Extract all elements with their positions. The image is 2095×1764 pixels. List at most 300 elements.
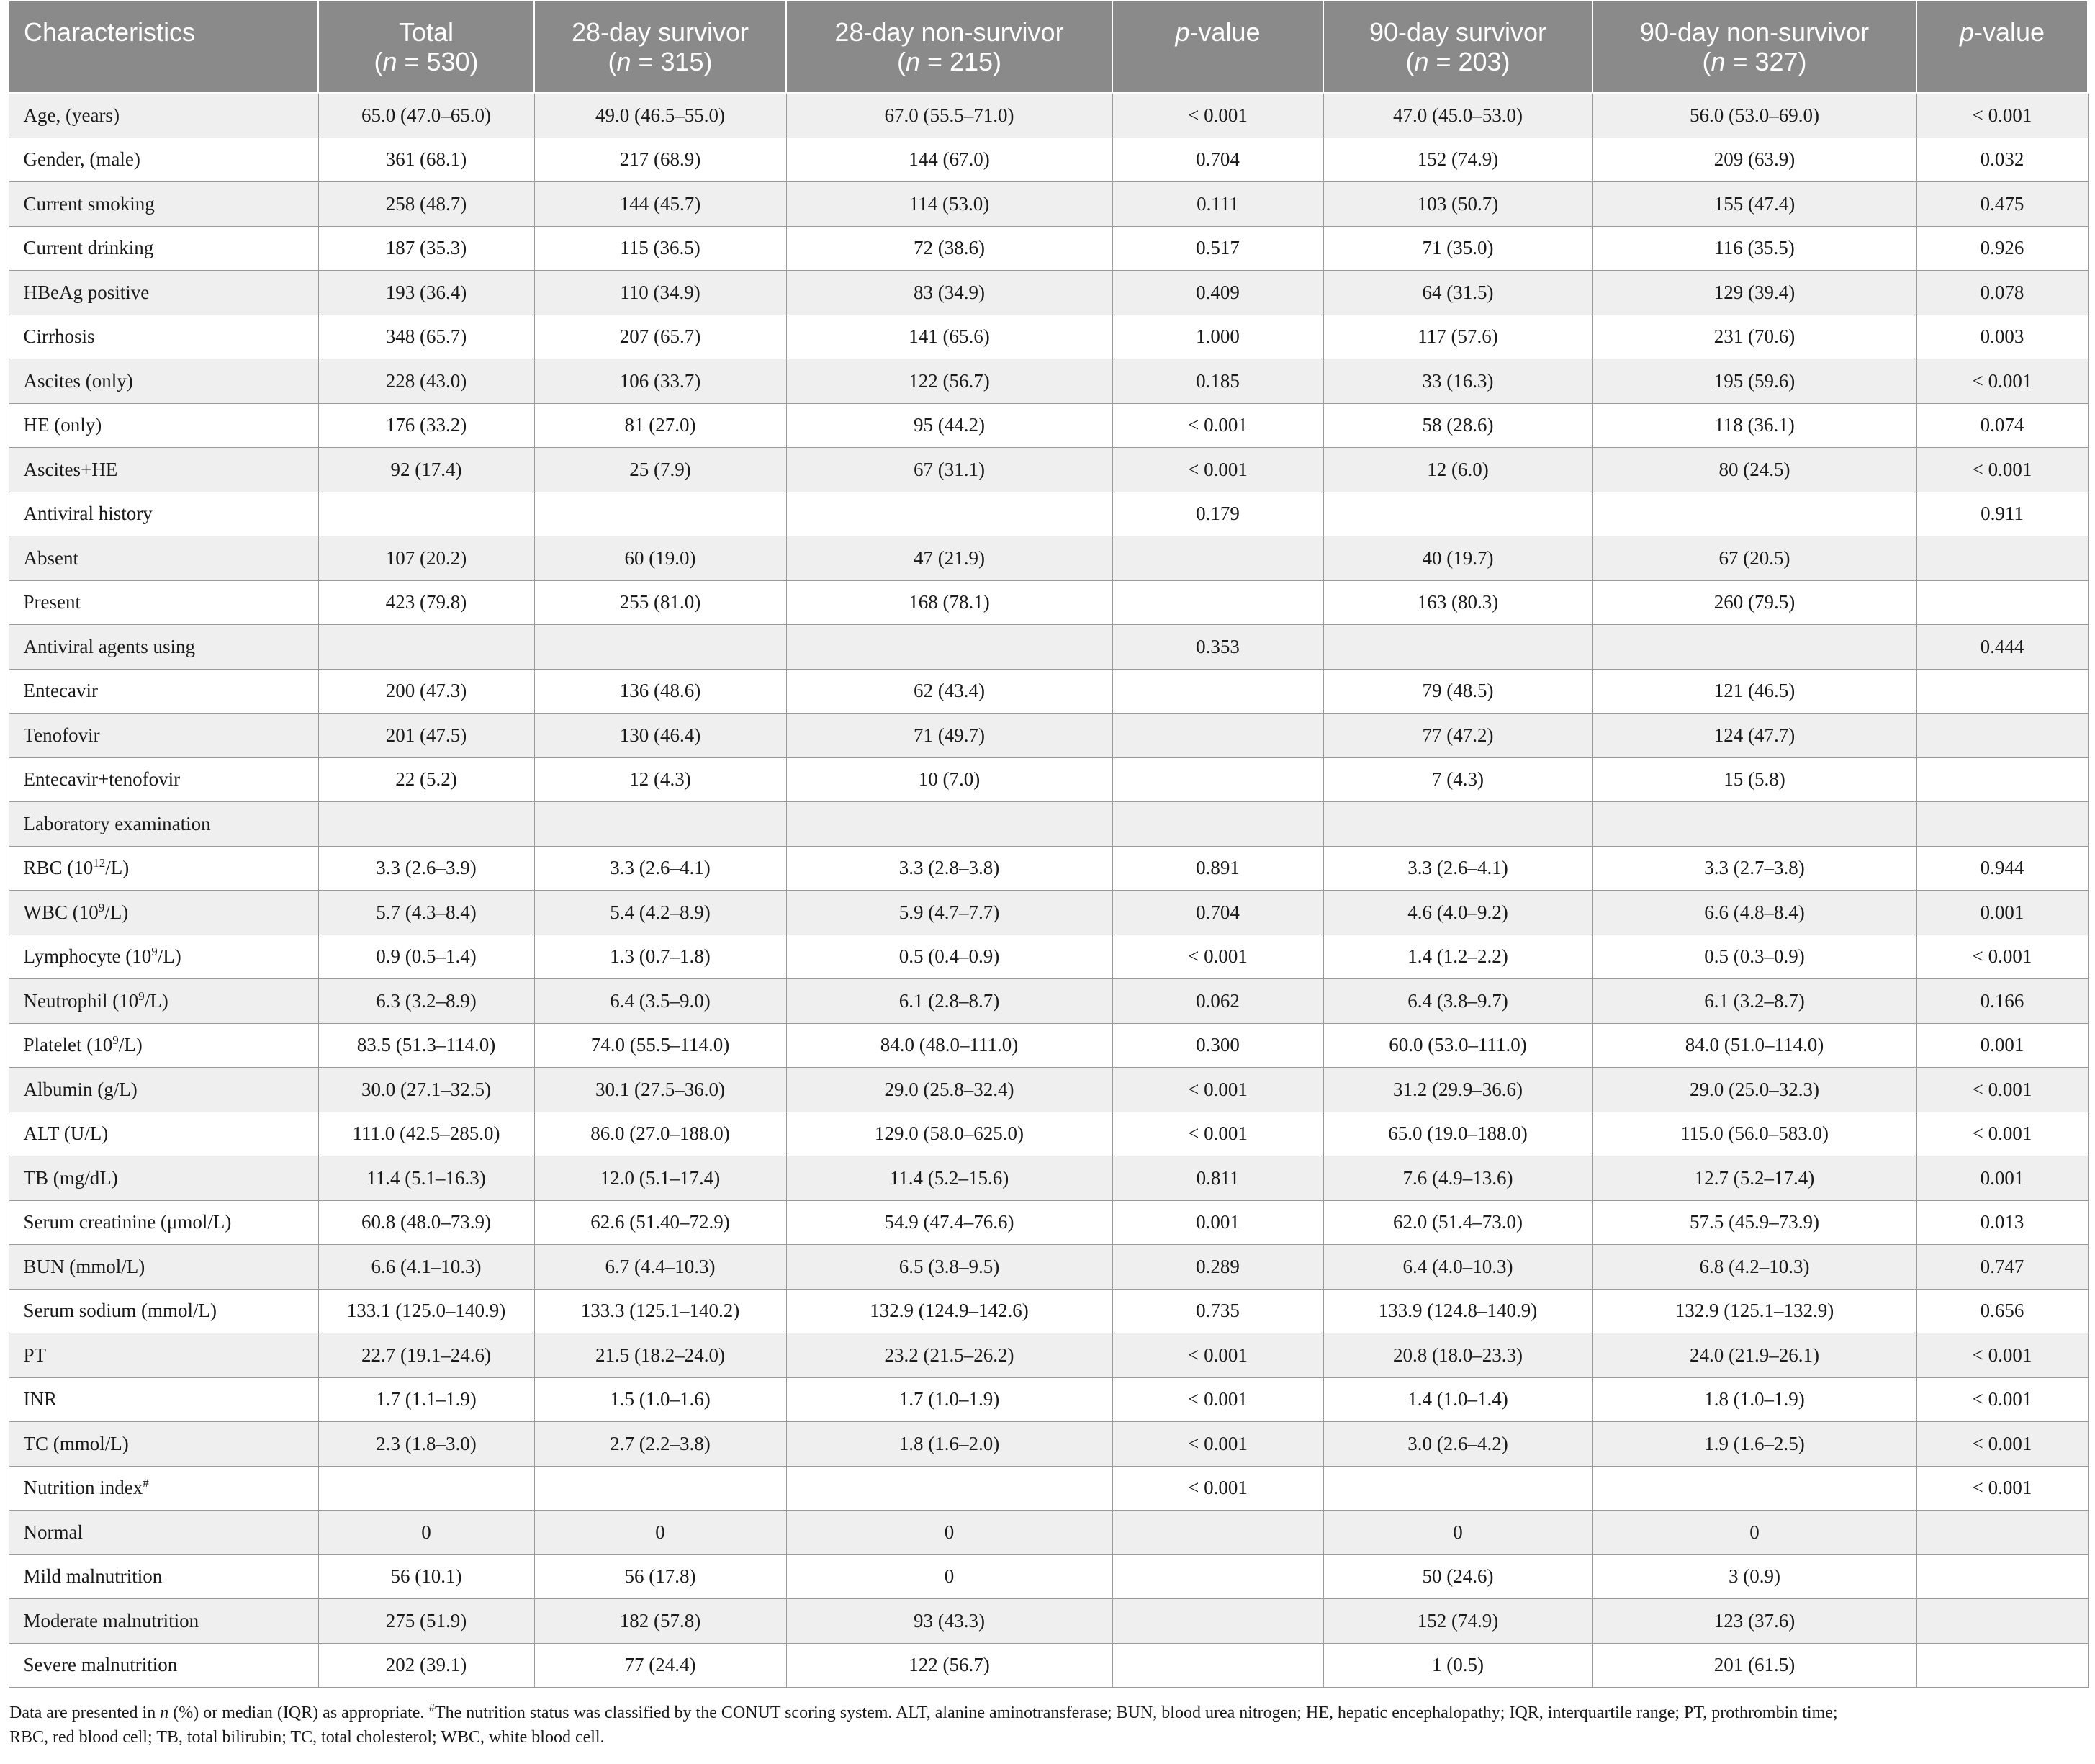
survivor-90-cell: 4.6 (4.0–9.2) [1323,891,1592,935]
total-cell: 201 (47.5) [318,714,534,758]
table-row [9,182,2088,227]
p-value-28-cell [1112,1554,1323,1599]
p-value-90-cell [1916,1554,2088,1599]
non-survivor-90-cell [1592,1466,1916,1511]
survivor-28-cell [534,802,786,847]
survivor-28-cell: 0 [534,1511,786,1555]
non-survivor-28-cell: 114 (53.0) [786,182,1112,227]
non-survivor-28-cell [786,1466,1112,1511]
p-value-90-cell [1916,536,2088,581]
total-cell: 83.5 (51.3–114.0) [318,1023,534,1068]
survivor-90-cell: 3.0 (2.6–4.2) [1323,1422,1592,1467]
non-survivor-28-cell: 6.1 (2.8–8.7) [786,979,1112,1024]
non-survivor-90-cell: 132.9 (125.1–132.9) [1592,1289,1916,1333]
total-cell: 56 (10.1) [318,1554,534,1599]
row-label: Entecavir+tenofovir [9,757,318,802]
table-row [9,1023,2088,1068]
survivor-90-cell: 1.4 (1.0–1.4) [1323,1377,1592,1422]
non-survivor-28-cell: 122 (56.7) [786,1643,1112,1688]
non-survivor-28-cell: 67.0 (55.5–71.0) [786,93,1112,138]
p-value-28-cell [1112,757,1323,802]
non-survivor-90-cell: 260 (79.5) [1592,580,1916,625]
non-survivor-28-cell: 168 (78.1) [786,580,1112,625]
non-survivor-90-cell: 67 (20.5) [1592,536,1916,581]
total-cell: 11.4 (5.1–16.3) [318,1156,534,1201]
row-label: Lymphocyte $(10^9/L)$ [9,935,318,979]
non-survivor-28-cell: 23.2 (21.5–26.2) [786,1333,1112,1378]
non-survivor-90-cell: 129 (39.4) [1592,271,1916,315]
p-value-28-cell: 0.111 [1112,182,1323,227]
p-value-28-cell: 0.517 [1112,226,1323,271]
p-value-90-cell [1916,1599,2088,1644]
survivor-28-cell: 130 (46.4) [534,714,786,758]
p-value-28-cell: 0.704 [1112,138,1323,182]
survivor-28-cell: 12 (4.3) [534,757,786,802]
survivor-28-cell: 74.0 (55.5–114.0) [534,1023,786,1068]
survivor-90-cell: 79 (48.5) [1323,669,1592,714]
total-cell [318,492,534,536]
table-row [9,1554,2088,1599]
survivor-28-cell: 6.4 (3.5–9.0) [534,979,786,1024]
non-survivor-90-cell: 1.9 (1.6–2.5) [1592,1422,1916,1467]
total-cell: 60.8 (48.0–73.9) [318,1200,534,1245]
table-row [9,580,2088,625]
p-value-90-cell [1916,1643,2088,1688]
row-label: Severe malnutrition [9,1643,318,1688]
footnote-line-1: Data are presented in n (%) or median (IQR) as appropriate. #The nutrition status was classified by the CONUT scoring system. ALT, alanine aminotransferase; BUN, blood urea nitrogen; HE, hepatic encephalopathy; IQR, interquartile range; PT, prothrombin time; [9,1701,1838,1722]
p-value-28-cell [1112,536,1323,581]
survivor-28-cell: 62.6 (51.40–72.9) [534,1200,786,1245]
total-cell: 187 (35.3) [318,226,534,271]
row-label: Neutrophil $(10^9/L)$ [9,979,318,1024]
survivor-28-cell: 106 (33.7) [534,359,786,404]
header-total: Total (n = 530) [318,1,534,93]
p-value-28-cell: 0.001 [1112,1200,1323,1245]
total-cell [318,1466,534,1511]
total-cell: 107 (20.2) [318,536,534,581]
survivor-90-cell: 77 (47.2) [1323,714,1592,758]
p-value-28-cell [1112,1511,1323,1555]
table-row [9,669,2088,714]
survivor-28-cell: 255 (81.0) [534,580,786,625]
total-cell: 228 (43.0) [318,359,534,404]
total-cell: 176 (33.2) [318,403,534,448]
non-survivor-28-cell: 132.9 (124.9–142.6) [786,1289,1112,1333]
p-value-28-cell: < 0.001 [1112,1068,1323,1112]
p-value-90-cell [1916,580,2088,625]
non-survivor-28-cell: 129.0 (58.0–625.0) [786,1112,1112,1156]
table-row [9,1289,2088,1333]
non-survivor-28-cell: 47 (21.9) [786,536,1112,581]
non-survivor-28-cell: 54.9 (47.4–76.6) [786,1200,1112,1245]
non-survivor-90-cell: 80 (24.5) [1592,448,1916,492]
non-survivor-90-cell: 56.0 (53.0–69.0) [1592,93,1916,138]
row-label: INR [9,1377,318,1422]
p-value-90-cell: 0.001 [1916,891,2088,935]
table-row [9,757,2088,802]
table-row [9,315,2088,359]
non-survivor-28-cell: 10 (7.0) [786,757,1112,802]
non-survivor-28-cell: 141 (65.6) [786,315,1112,359]
survivor-90-cell: 7 (4.3) [1323,757,1592,802]
non-survivor-28-cell: 71 (49.7) [786,714,1112,758]
non-survivor-28-cell: 6.5 (3.8–9.5) [786,1245,1112,1290]
p-value-90-cell: 0.003 [1916,315,2088,359]
p-value-90-cell: 0.074 [1916,403,2088,448]
survivor-90-cell: 47.0 (45.0–53.0) [1323,93,1592,138]
row-label: Age, (years) [9,93,318,138]
p-value-28-cell [1112,714,1323,758]
table-row [9,271,2088,315]
total-cell: 2.3 (1.8–3.0) [318,1422,534,1467]
survivor-28-cell [534,492,786,536]
row-label: Absent [9,536,318,581]
p-value-90-cell [1916,757,2088,802]
survivor-90-cell: 0 [1323,1511,1592,1555]
p-value-28-cell: 0.704 [1112,891,1323,935]
total-cell: 193 (36.4) [318,271,534,315]
row-label: Moderate malnutrition [9,1599,318,1644]
survivor-28-cell: 133.3 (125.1–140.2) [534,1289,786,1333]
survivor-28-cell: 56 (17.8) [534,1554,786,1599]
survivor-90-cell: 64 (31.5) [1323,271,1592,315]
non-survivor-90-cell: 12.7 (5.2–17.4) [1592,1156,1916,1201]
p-value-90-cell: < 0.001 [1916,1377,2088,1422]
row-label: Nutrition index# [9,1466,318,1511]
non-survivor-90-cell: 3 (0.9) [1592,1554,1916,1599]
table-row [9,492,2088,536]
survivor-28-cell: 136 (48.6) [534,669,786,714]
survivor-90-cell [1323,1466,1592,1511]
survivor-28-cell: 86.0 (27.0–188.0) [534,1112,786,1156]
non-survivor-28-cell: 0 [786,1511,1112,1555]
non-survivor-28-cell [786,802,1112,847]
header-90-day-non-survivor: 90-day non-survivor (n = 327) [1592,1,1916,93]
table-row [9,1643,2088,1688]
p-value-90-cell: 0.001 [1916,1156,2088,1201]
p-value-28-cell: 0.289 [1112,1245,1323,1290]
non-survivor-90-cell: 195 (59.6) [1592,359,1916,404]
p-value-28-cell: < 0.001 [1112,1377,1323,1422]
survivor-28-cell: 110 (34.9) [534,271,786,315]
p-value-90-cell: < 0.001 [1916,935,2088,979]
survivor-28-cell: 115 (36.5) [534,226,786,271]
table-row [9,1112,2088,1156]
table-row [9,1599,2088,1644]
non-survivor-28-cell: 11.4 (5.2–15.6) [786,1156,1112,1201]
non-survivor-90-cell: 84.0 (51.0–114.0) [1592,1023,1916,1068]
total-cell: 361 (68.1) [318,138,534,182]
survivor-90-cell: 7.6 (4.9–13.6) [1323,1156,1592,1201]
survivor-28-cell: 49.0 (46.5–55.0) [534,93,786,138]
p-value-28-cell: 0.300 [1112,1023,1323,1068]
p-value-90-cell: 0.078 [1916,271,2088,315]
non-survivor-28-cell: 0 [786,1554,1112,1599]
total-cell: 6.6 (4.1–10.3) [318,1245,534,1290]
table-row [9,448,2088,492]
non-survivor-28-cell: 29.0 (25.8–32.4) [786,1068,1112,1112]
p-value-28-cell: 0.891 [1112,846,1323,891]
row-label: Laboratory examination [9,802,318,847]
survivor-90-cell: 20.8 (18.0–23.3) [1323,1333,1592,1378]
survivor-90-cell: 50 (24.6) [1323,1554,1592,1599]
p-value-90-cell: < 0.001 [1916,93,2088,138]
row-label: Cirrhosis [9,315,318,359]
row-label: HBeAg positive [9,271,318,315]
p-value-28-cell: 0.811 [1112,1156,1323,1201]
total-cell: 202 (39.1) [318,1643,534,1688]
p-value-28-cell: < 0.001 [1112,1422,1323,1467]
p-value-90-cell: < 0.001 [1916,1466,2088,1511]
non-survivor-28-cell: 5.9 (4.7–7.7) [786,891,1112,935]
table-row [9,1333,2088,1378]
p-value-90-cell: 0.944 [1916,846,2088,891]
survivor-28-cell: 12.0 (5.1–17.4) [534,1156,786,1201]
table-row [9,138,2088,182]
survivor-90-cell: 3.3 (2.6–4.1) [1323,846,1592,891]
non-survivor-90-cell: 115.0 (56.0–583.0) [1592,1112,1916,1156]
footnote-line-2: RBC, red blood cell; TB, total bilirubin; TC, total cholesterol; WBC, white blood cell. [9,1728,605,1747]
table-footnote [8,1701,2087,1750]
p-value-90-cell [1916,714,2088,758]
table-row [9,93,2088,138]
table-row [9,1466,2088,1511]
survivor-28-cell: 1.5 (1.0–1.6) [534,1377,786,1422]
row-label: Present [9,580,318,625]
p-value-28-cell: < 0.001 [1112,1466,1323,1511]
header-p-value-90: p-value [1916,1,2088,93]
non-survivor-90-cell: 57.5 (45.9–73.9) [1592,1200,1916,1245]
survivor-90-cell: 60.0 (53.0–111.0) [1323,1023,1592,1068]
table-container [8,0,2087,1750]
row-label: Antiviral agents using [9,625,318,670]
non-survivor-28-cell: 0.5 (0.4–0.9) [786,935,1112,979]
row-label: Normal [9,1511,318,1555]
non-survivor-90-cell: 209 (63.9) [1592,138,1916,182]
total-cell: 1.7 (1.1–1.9) [318,1377,534,1422]
p-value-28-cell: 1.000 [1112,315,1323,359]
p-value-90-cell: 0.911 [1916,492,2088,536]
p-value-90-cell: 0.475 [1916,182,2088,227]
row-label: Platelet $(10^9/L)$ [9,1023,318,1068]
p-value-28-cell: < 0.001 [1112,448,1323,492]
p-value-90-cell: 0.926 [1916,226,2088,271]
row-label: Current smoking [9,182,318,227]
total-cell: 258 (48.7) [318,182,534,227]
non-survivor-28-cell [786,625,1112,670]
header-row [9,1,2088,93]
table-body [9,93,2088,1688]
survivor-28-cell: 81 (27.0) [534,403,786,448]
p-value-90-cell: < 0.001 [1916,1068,2088,1112]
header-28-day-non-survivor: 28-day non-survivor (n = 215) [786,1,1112,93]
non-survivor-28-cell [786,492,1112,536]
survivor-28-cell: 3.3 (2.6–4.1) [534,846,786,891]
non-survivor-90-cell: 118 (36.1) [1592,403,1916,448]
p-value-28-cell: 0.062 [1112,979,1323,1024]
p-value-28-cell [1112,669,1323,714]
p-value-28-cell: < 0.001 [1112,403,1323,448]
non-survivor-90-cell: 15 (5.8) [1592,757,1916,802]
p-value-90-cell [1916,1511,2088,1555]
total-cell: 423 (79.8) [318,580,534,625]
table-row [9,846,2088,891]
survivor-90-cell: 31.2 (29.9–36.6) [1323,1068,1592,1112]
row-label: TC (mmol/L) [9,1422,318,1467]
non-survivor-90-cell: 116 (35.5) [1592,226,1916,271]
characteristics-table [8,0,2089,1688]
non-survivor-90-cell: 231 (70.6) [1592,315,1916,359]
survivor-90-cell: 12 (6.0) [1323,448,1592,492]
survivor-28-cell: 6.7 (4.4–10.3) [534,1245,786,1290]
total-cell: 0 [318,1511,534,1555]
row-label: Ascites+HE [9,448,318,492]
non-survivor-90-cell: 123 (37.6) [1592,1599,1916,1644]
survivor-90-cell: 133.9 (124.8–140.9) [1323,1289,1592,1333]
survivor-90-cell: 58 (28.6) [1323,403,1592,448]
p-value-28-cell [1112,1599,1323,1644]
survivor-28-cell: 2.7 (2.2–3.8) [534,1422,786,1467]
total-cell: 22.7 (19.1–24.6) [318,1333,534,1378]
p-value-90-cell: 0.013 [1916,1200,2088,1245]
p-value-90-cell: 0.747 [1916,1245,2088,1290]
header-90-day-survivor: 90-day survivor (n = 203) [1323,1,1592,93]
non-survivor-90-cell [1592,802,1916,847]
header-28-day-survivor: 28-day survivor (n = 315) [534,1,786,93]
total-cell: 5.7 (4.3–8.4) [318,891,534,935]
row-label: WBC $(10^9/L)$ [9,891,318,935]
non-survivor-90-cell: 24.0 (21.9–26.1) [1592,1333,1916,1378]
table-row [9,1245,2088,1290]
survivor-90-cell [1323,802,1592,847]
survivor-90-cell [1323,492,1592,536]
table-row [9,1156,2088,1201]
survivor-90-cell: 71 (35.0) [1323,226,1592,271]
table-row [9,714,2088,758]
table-row [9,226,2088,271]
total-cell: 111.0 (42.5–285.0) [318,1112,534,1156]
non-survivor-90-cell: 1.8 (1.0–1.9) [1592,1377,1916,1422]
row-label: Albumin (g/L) [9,1068,318,1112]
p-value-90-cell: 0.656 [1916,1289,2088,1333]
table-row [9,359,2088,404]
non-survivor-28-cell: 67 (31.1) [786,448,1112,492]
survivor-90-cell: 6.4 (3.8–9.7) [1323,979,1592,1024]
survivor-90-cell: 65.0 (19.0–188.0) [1323,1112,1592,1156]
non-survivor-90-cell [1592,625,1916,670]
p-value-90-cell: < 0.001 [1916,359,2088,404]
total-cell [318,802,534,847]
row-label: TB (mg/dL) [9,1156,318,1201]
non-survivor-28-cell: 95 (44.2) [786,403,1112,448]
survivor-28-cell: 25 (7.9) [534,448,786,492]
non-survivor-90-cell: 0.5 (0.3–0.9) [1592,935,1916,979]
non-survivor-90-cell: 3.3 (2.7–3.8) [1592,846,1916,891]
non-survivor-28-cell: 72 (38.6) [786,226,1112,271]
table-row [9,625,2088,670]
row-label: PT [9,1333,318,1378]
p-value-90-cell: 0.166 [1916,979,2088,1024]
total-cell: 0.9 (0.5–1.4) [318,935,534,979]
p-value-28-cell: < 0.001 [1112,1112,1323,1156]
table-row [9,802,2088,847]
p-value-90-cell: < 0.001 [1916,1422,2088,1467]
p-value-28-cell [1112,1643,1323,1688]
row-label: Serum creatinine (μmol/L) [9,1200,318,1245]
non-survivor-28-cell: 122 (56.7) [786,359,1112,404]
non-survivor-28-cell: 144 (67.0) [786,138,1112,182]
p-value-28-cell: < 0.001 [1112,1333,1323,1378]
table-row [9,1377,2088,1422]
row-label: Antiviral history [9,492,318,536]
total-cell [318,625,534,670]
total-cell: 6.3 (3.2–8.9) [318,979,534,1024]
table-row [9,536,2088,581]
survivor-90-cell: 152 (74.9) [1323,1599,1592,1644]
total-cell: 30.0 (27.1–32.5) [318,1068,534,1112]
survivor-90-cell: 152 (74.9) [1323,138,1592,182]
survivor-90-cell: 103 (50.7) [1323,182,1592,227]
table-row [9,1511,2088,1555]
p-value-28-cell: < 0.001 [1112,935,1323,979]
row-label: Serum sodium (mmol/L) [9,1289,318,1333]
total-cell: 65.0 (47.0–65.0) [318,93,534,138]
p-value-28-cell: 0.735 [1112,1289,1323,1333]
non-survivor-90-cell: 6.6 (4.8–8.4) [1592,891,1916,935]
survivor-90-cell: 33 (16.3) [1323,359,1592,404]
row-label: Mild malnutrition [9,1554,318,1599]
survivor-28-cell: 5.4 (4.2–8.9) [534,891,786,935]
non-survivor-90-cell: 6.8 (4.2–10.3) [1592,1245,1916,1290]
total-cell: 3.3 (2.6–3.9) [318,846,534,891]
non-survivor-90-cell: 0 [1592,1511,1916,1555]
non-survivor-28-cell: 93 (43.3) [786,1599,1112,1644]
row-label: Gender, (male) [9,138,318,182]
row-label: HE (only) [9,403,318,448]
header-characteristics: Characteristics [9,1,318,93]
p-value-90-cell [1916,669,2088,714]
total-cell: 22 (5.2) [318,757,534,802]
survivor-90-cell: 6.4 (4.0–10.3) [1323,1245,1592,1290]
non-survivor-90-cell: 6.1 (3.2–8.7) [1592,979,1916,1024]
row-label: Current drinking [9,226,318,271]
survivor-90-cell [1323,625,1592,670]
survivor-90-cell: 40 (19.7) [1323,536,1592,581]
table-row [9,1200,2088,1245]
p-value-28-cell: 0.179 [1112,492,1323,536]
row-label: Entecavir [9,669,318,714]
p-value-90-cell: 0.032 [1916,138,2088,182]
table-row [9,979,2088,1024]
table-row [9,1068,2088,1112]
row-label: ALT (U/L) [9,1112,318,1156]
p-value-28-cell [1112,802,1323,847]
non-survivor-28-cell: 1.7 (1.0–1.9) [786,1377,1112,1422]
table-row [9,891,2088,935]
survivor-28-cell: 60 (19.0) [534,536,786,581]
non-survivor-90-cell: 124 (47.7) [1592,714,1916,758]
table-row [9,403,2088,448]
non-survivor-28-cell: 83 (34.9) [786,271,1112,315]
survivor-28-cell: 217 (68.9) [534,138,786,182]
non-survivor-28-cell: 62 (43.4) [786,669,1112,714]
p-value-28-cell: 0.185 [1112,359,1323,404]
total-cell: 348 (65.7) [318,315,534,359]
non-survivor-90-cell: 121 (46.5) [1592,669,1916,714]
header-p-value-28: p-value [1112,1,1323,93]
row-label: Ascites (only) [9,359,318,404]
survivor-28-cell [534,625,786,670]
